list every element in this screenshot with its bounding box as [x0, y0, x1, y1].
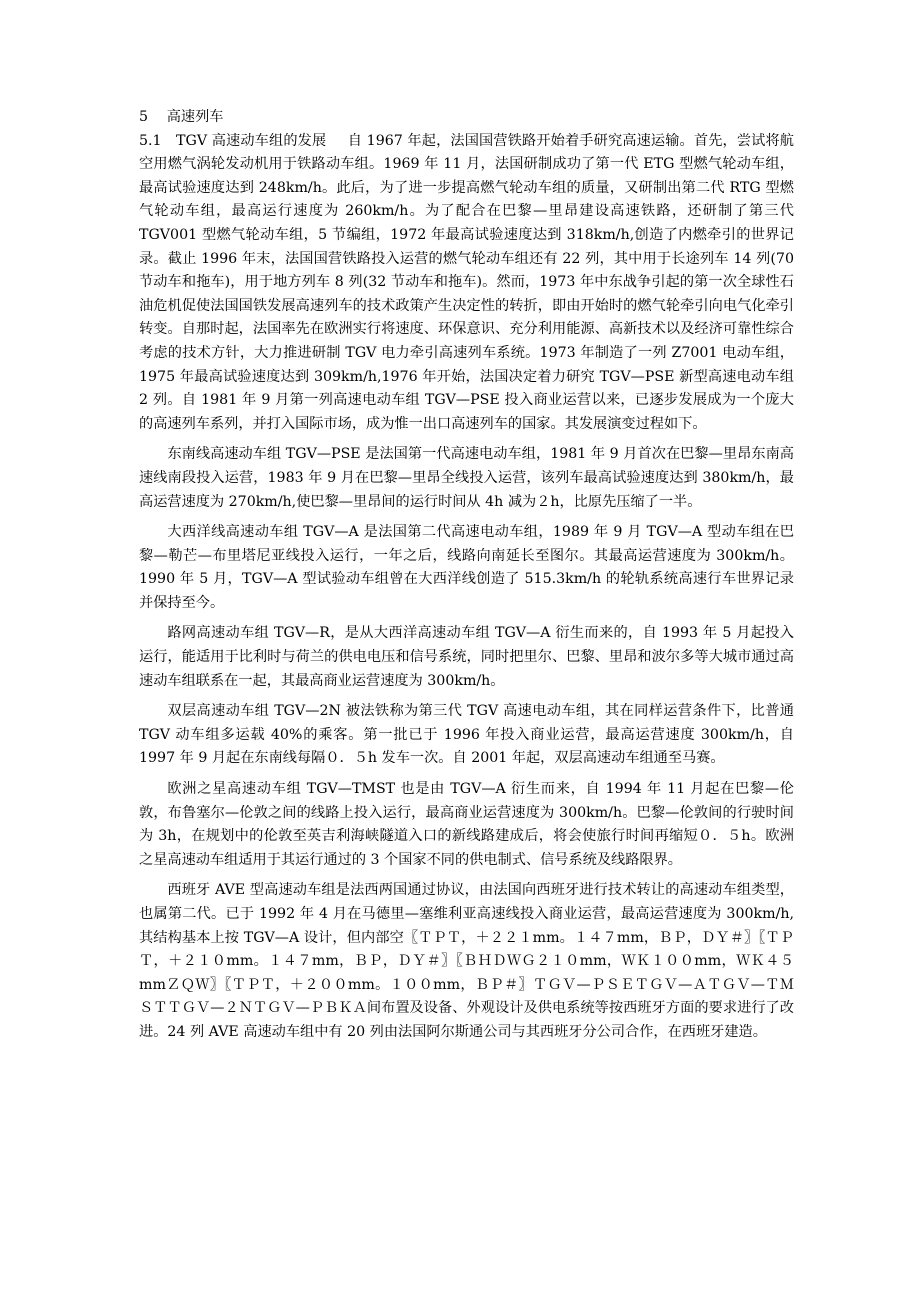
paragraph-ave: 西班牙 AVE 型高速动车组是法西两国通过协议，由法国向西班牙进行技术转让的高速动车组类型，也属第二代。已于 1992 年 4 月在马德里—塞维利亚高速线投入商业运营，最高运营速度为 300km/h,其结构基本上按 TGV—A 设计，但内部空〖ＴＰＴ，＋２２１mm。１４７mm，ＢＰ，ＤＹ＃〗〖ＴＰＴ，＋２１０mm。１４７mm，ＢＰ，ＤＹ＃〗〖ＢＨＤＷＧ２１０mm，ＷＫ１００mm，ＷＫ４５mmＺＱＷ〗〖ＴＰＴ，＋２００mm。１００mm，ＢＰ＃〗ＴＧＶ—ＰＳＥＴＧＶ—ＡＴＧＶ—ＴＭＳＴＴＧＶ—２ＮＴＧＶ—ＰＢＫＡ间布置及设备、外观设计及供电系统等按西班牙方面的要求进行了改进。24 列 AVE 高速动车组中有 20 列由法国阿尔斯通公司与其西班牙分公司合作，在西班牙建造。 — [139, 882, 794, 1040]
subsection-paragraph — [139, 130, 794, 437]
paragraph-tgv-a: 大西洋线高速动车组 TGV—A 是法国第二代高速电动车组，1989 年 9 月 TGV—A 型动车组在巴黎—勒芒—布里塔尼亚线投入运行，一年之后，线路向南延长至图尔。其最高运营速度为 300km/h。1990 年 5 月，TGV—A 型试验动车组曾在大西洋线创造了 515.3km/h 的轮轨系统高速行车世界记录并保持至今。 — [139, 524, 794, 611]
paragraph-tgv-2n: 双层高速动车组 TGV—2N 被法铁称为第三代 TGV 高速电动车组，其在同样运营条件下，比普通 TGV 动车组多运载 40%的乘客。第一批已于 1996 年投入商业运营，最高运营速度 300km/h，自 1997 年 9 月起在东南线每隔０．５h 发车一次。自 2001 年起，双层高速动车组通至马赛。 — [139, 703, 794, 767]
paragraph-tgv-tmst: 欧洲之星高速动车组 TGV—TMST 也是由 TGV—A 衍生而来，自 1994 年 11 月起在巴黎—伦敦，布鲁塞尔—伦敦之间的线路上投入运行，最高商业运营速度为 300km/h。巴黎—伦敦间的行驶时间为 3h，在规划中的伦敦至英吉利海峡隧道入口的新线路建成后，将会使旅行时间再缩短０．５h。欧洲之星高速动车组适用于其运行通过的 3 个国家不同的供电制式、信号系统及线路限界。 — [139, 781, 794, 868]
paragraph-tgv-pse: 东南线高速动车组 TGV—PSE 是法国第一代高速电动车组，1981 年 9 月首次在巴黎—里昂东南高速线南段投入运营，1983 年 9 月在巴黎—里昂全线投入运营，该列车最高试验速度达到 380km/h，最高运营速度为 270km/h,使巴黎—里昂间的运行时间从 4h 减为２h，比原先压缩了一半。 — [139, 446, 794, 510]
subsection-title: 5.1 TGV 高速动车组的发展 — [139, 132, 327, 149]
subsection-intro: 自 1967 年起，法国国营铁路开始着手研究高速运输。首先，尝试将航空用燃气涡轮发动机用于铁路动车组。1969 年 11 月，法国研制成功了第一代 ETG 型燃气轮动车组，最高试验速度达到 248km/h。此后，为了进一步提高燃气轮动车组的质量，又研制出第二代 RTG 型燃气轮动车组，最高运行速度为 260km/h。为了配合在巴黎—里昂建设高速铁路，还研制了第三代 TGV001 型燃气轮动车组，5 节编组，1972 年最高试验速度达到 318km/h,创造了内燃牵引的世界记录。截止 1996 年末，法国国营铁路投入运营的燃气轮动车组还有 22 列，其中用于长途列车 14 列(70 节动车和拖车)，用于地方列车 8 列(32 节动车和拖车)。然而，1973 年中东战争引起的第一次全球性石油危机促使法国国铁发展高速列车的技术政策产生决定性的转折，即由开始时的燃气轮牵引向电气化牵引转变。自那时起，法国率先在欧洲实行将速度、环保意识、充分利用能源、高新技术以及经济可靠性综合考虑的技术方针，大力推进研制 TGV 电力牵引高速列车系统。1973 年制造了一列 Z7001 电动车组，1975 年最高试验速度达到 309km/h,1976 年开始，法国决定着力研究 TGV—PSE 新型高速电动车组 2 列。自 1981 年 9 月第一列高速电动车组 TGV—PSE 投入商业运营以来，已逐步发展成为一个庞大的高速列车系列，并打入国际市场，成为惟一出口高速列车的国家。其发展演变过程如下。 — [139, 132, 794, 432]
section-heading: 5 高速列车 — [139, 109, 224, 125]
document-page — [139, 106, 794, 1052]
paragraph-tgv-r: 路网高速动车组 TGV—R，是从大西洋高速动车组 TGV—A 衍生而来的，自 1993 年 5 月起投入运行，能适用于比利时与荷兰的供电电压和信号系统，同时把里尔、巴黎、里昂和波尔多等大城市通过高速动车组联系在一起，其最高商业运营速度为 300km/h。 — [139, 625, 794, 689]
